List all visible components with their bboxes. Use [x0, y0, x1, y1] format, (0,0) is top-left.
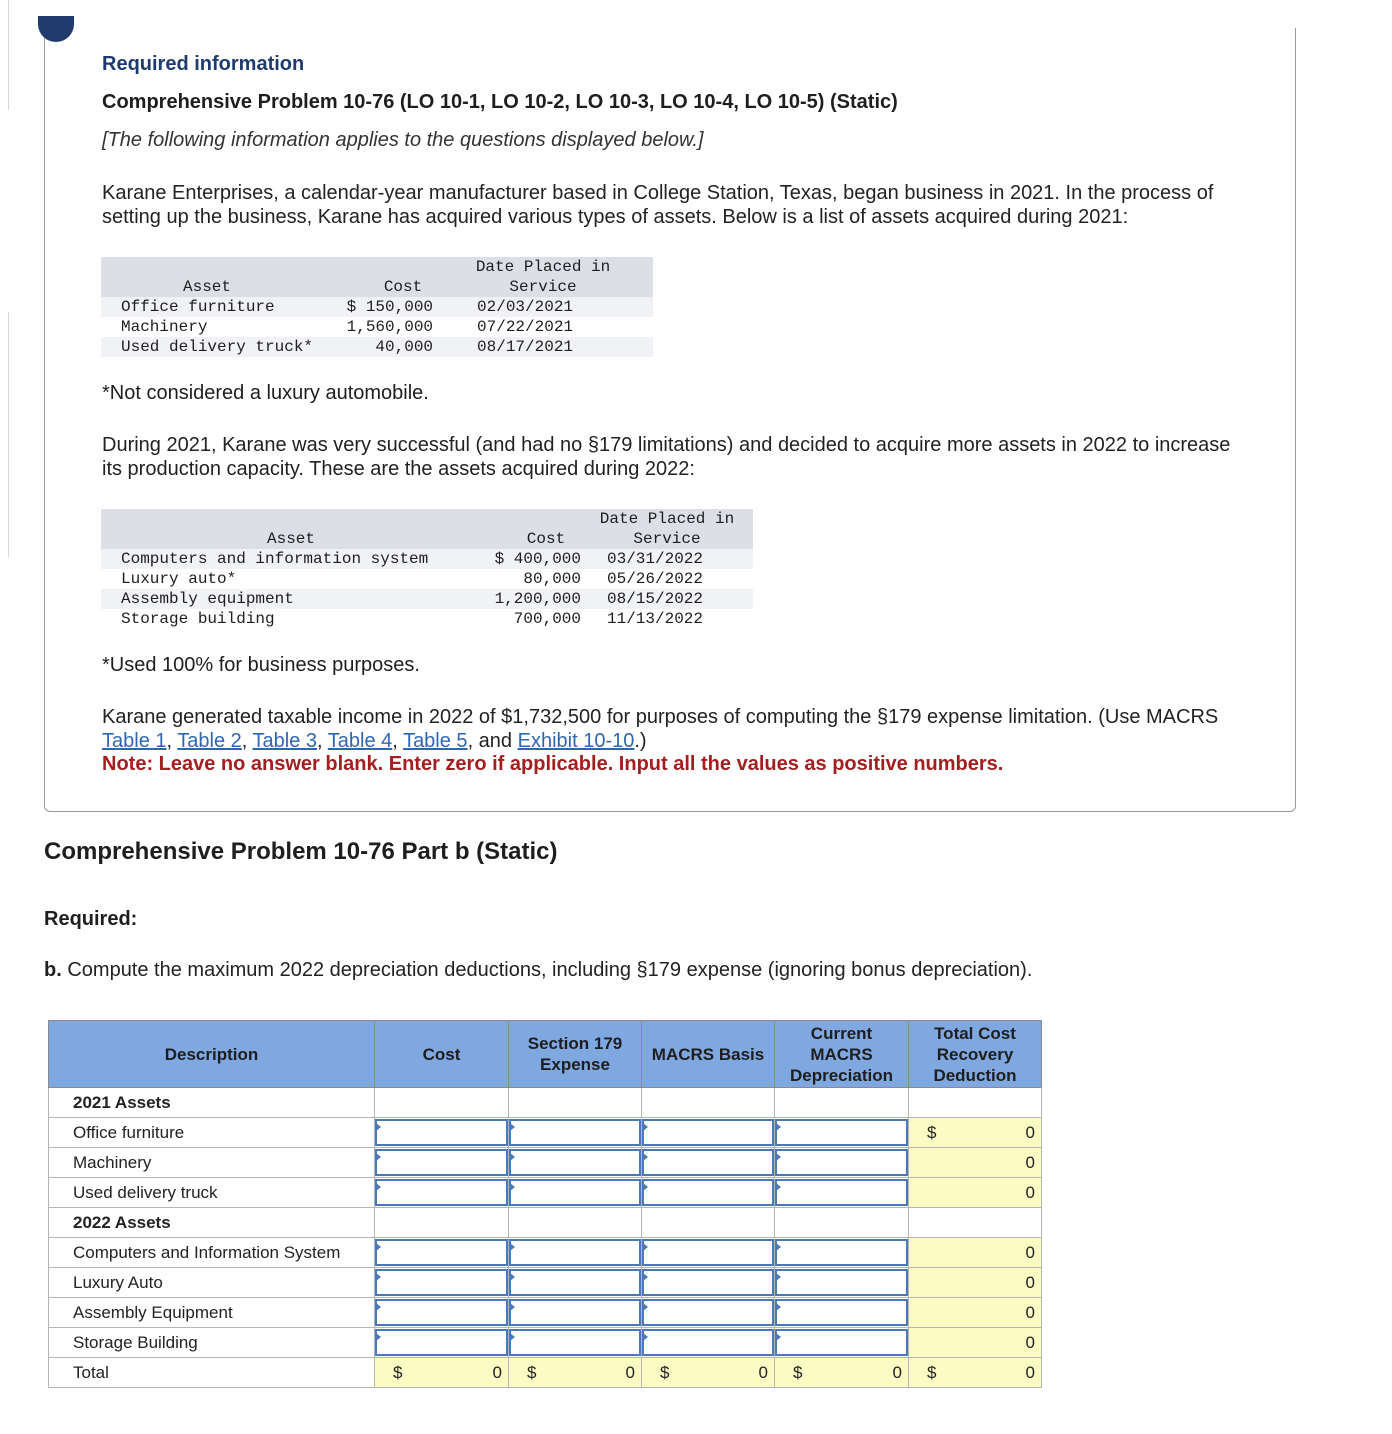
section-179-input[interactable] [509, 1119, 641, 1146]
row-description: Used delivery truck [49, 1178, 375, 1208]
currency-symbol: $ [660, 1362, 670, 1382]
assets-2021-table [101, 257, 653, 357]
total-value: 0 [1025, 1152, 1035, 1172]
footnote-2022: *Used 100% for business purposes. [102, 654, 420, 676]
row-description: Luxury Auto [49, 1268, 375, 1298]
asset-date: 02/03/2021 [433, 297, 653, 317]
section-179-input[interactable] [509, 1149, 641, 1176]
left-gutter-divider [0, 0, 9, 110]
asset-name: Assembly equipment [101, 589, 481, 609]
macrs-basis-input[interactable] [642, 1329, 774, 1356]
asset-cost: 80,000 [523, 570, 581, 588]
currency-symbol: $ [393, 1362, 403, 1382]
separator: , [392, 730, 404, 752]
asset-cost: 1,200,000 [481, 589, 581, 609]
header-total-cost-recovery: Total Cost Recovery Deduction [909, 1021, 1042, 1088]
required-label: Required: [44, 908, 138, 930]
col-header-date-line1: Date Placed in [433, 257, 653, 277]
table-row [49, 1148, 1042, 1178]
section-row-2022 [49, 1208, 1042, 1238]
paragraph-2022: During 2021, Karane was very successful (and had no §179 limitations) and decided to acquire more assets in 2022 to increase its production capacity. These are the assets acquired during 2022: [102, 434, 1231, 480]
cost-input[interactable] [375, 1149, 508, 1176]
macrs-basis-input[interactable] [642, 1269, 774, 1296]
section-179-input[interactable] [509, 1239, 641, 1266]
assets-2022-table [101, 509, 753, 629]
link-table-5[interactable]: Table 5 [403, 730, 468, 752]
section-label-2021: 2021 Assets [49, 1088, 375, 1118]
total-value: 0 [1025, 1182, 1035, 1202]
asset-name: Luxury auto* [121, 570, 237, 588]
asset-cost: 1,560,000 [346, 318, 434, 336]
currency-symbol: $ [527, 1362, 537, 1382]
total-cost-recovery: 0 [1025, 1362, 1035, 1382]
asset-date: 07/22/2021 [477, 318, 574, 336]
required-info-heading: Required information [102, 53, 305, 75]
table-row [49, 1118, 1042, 1148]
row-description: Storage Building [49, 1328, 375, 1358]
link-table-3[interactable]: Table 3 [252, 730, 318, 752]
currency-symbol: $ [793, 1362, 803, 1382]
macrs-basis-input[interactable] [642, 1179, 774, 1206]
col-header-cost: Cost [313, 277, 433, 297]
section-179-input[interactable] [509, 1269, 641, 1296]
question-letter: b. [44, 959, 62, 981]
answer-note: Note: Leave no answer blank. Enter zero if applicable. Input all the values as positive numbers. [102, 753, 1004, 775]
row-description: Office furniture [49, 1118, 375, 1148]
cost-input[interactable] [375, 1239, 508, 1266]
cost-input[interactable] [375, 1269, 508, 1296]
header-macrs-basis: MACRS Basis [642, 1021, 775, 1088]
row-description: Machinery [49, 1148, 375, 1178]
separator: , [166, 730, 178, 752]
asset-cost: $ 150,000 [313, 297, 433, 317]
current-macrs-input[interactable] [775, 1329, 908, 1356]
total-section-179: 0 [625, 1362, 635, 1382]
current-macrs-input[interactable] [775, 1299, 908, 1326]
left-gutter-divider [0, 312, 9, 557]
col-header-asset: Asset [101, 529, 481, 549]
current-macrs-input[interactable] [775, 1239, 908, 1266]
part-title: Comprehensive Problem 10-76 Part b (Static) [44, 838, 558, 865]
currency-symbol: $ [927, 1122, 937, 1142]
asset-date: 11/13/2022 [606, 610, 703, 628]
macrs-basis-input[interactable] [642, 1299, 774, 1326]
link-table-1[interactable]: Table 1 [102, 730, 167, 752]
cost-input[interactable] [375, 1299, 508, 1326]
current-macrs-input[interactable] [775, 1149, 908, 1176]
intro-paragraph: Karane Enterprises, a calendar-year manufacturer based in College Station, Texas, began business in 2021. In the process of setting up the business, Karane has acquired various types of assets. Below is a list of assets acquired during 2021: [102, 182, 1214, 228]
footnote-2021: *Not considered a luxury automobile. [102, 382, 429, 404]
total-current-macrs: 0 [892, 1362, 902, 1382]
section-row-2021 [49, 1088, 1042, 1118]
closing-text: .) [634, 730, 647, 752]
col-header-date-line1: Date Placed in [581, 509, 753, 529]
total-value: 0 [1025, 1272, 1035, 1292]
applies-note: [The following information applies to the questions displayed below.] [102, 129, 704, 151]
asset-name: Machinery [121, 318, 208, 336]
table-row [49, 1328, 1042, 1358]
header-cost: Cost [375, 1021, 509, 1088]
header-section-179: Section 179 Expense [509, 1021, 642, 1088]
link-exhibit-10-10[interactable]: Exhibit 10-10 [517, 730, 635, 752]
table-row [49, 1268, 1042, 1298]
total-value: 0 [1025, 1332, 1035, 1352]
asset-date: 08/17/2021 [433, 337, 653, 357]
current-macrs-input[interactable] [775, 1119, 908, 1146]
asset-name: Computers and information system [101, 549, 481, 569]
asset-cost: $ 400,000 [481, 549, 581, 569]
macrs-basis-input[interactable] [642, 1239, 774, 1266]
asset-cost: 700,000 [513, 610, 581, 628]
header-description: Description [49, 1021, 375, 1088]
total-value: 0 [1025, 1122, 1035, 1142]
asset-name: Storage building [121, 610, 275, 628]
income-paragraph [102, 705, 1242, 753]
total-label: Total [49, 1358, 375, 1388]
row-description: Computers and Information System [49, 1238, 375, 1268]
total-value: 0 [1025, 1242, 1035, 1262]
table-row [49, 1298, 1042, 1328]
separator: , [317, 730, 328, 752]
col-header-cost: Cost [481, 529, 581, 549]
link-table-4[interactable]: Table 4 [327, 730, 393, 752]
header-current-macrs: Current MACRS Depreciation [775, 1021, 909, 1088]
asset-name: Office furniture [101, 297, 313, 317]
separator: , and [467, 730, 518, 752]
macrs-basis-input[interactable] [642, 1119, 774, 1146]
problem-title: Comprehensive Problem 10-76 (LO 10-1, LO 10-2, LO 10-3, LO 10-4, LO 10-5) (Static) [102, 91, 898, 113]
asset-date: 08/15/2022 [581, 589, 753, 609]
section-179-input[interactable] [509, 1299, 641, 1326]
total-macrs-basis: 0 [758, 1362, 768, 1382]
question-body: Compute the maximum 2022 depreciation deductions, including §179 expense (ignoring bonus depreciation). [61, 959, 1033, 981]
total-cost: 0 [492, 1362, 502, 1382]
cost-input[interactable] [375, 1119, 508, 1146]
macrs-basis-input[interactable] [642, 1149, 774, 1176]
col-header-asset: Asset [101, 277, 313, 297]
separator: , [241, 730, 253, 752]
asset-name: Used delivery truck* [101, 337, 313, 357]
current-macrs-input[interactable] [775, 1179, 908, 1206]
total-row [49, 1358, 1042, 1388]
depreciation-answer-table [48, 1020, 1042, 1388]
col-header-date-line2: Service [581, 529, 753, 549]
total-value: 0 [1025, 1302, 1035, 1322]
table-row [49, 1178, 1042, 1208]
row-description: Assembly Equipment [49, 1298, 375, 1328]
asset-cost: 40,000 [313, 337, 433, 357]
income-text: Karane generated taxable income in 2022 of $1,732,500 for purposes of computing the §179 expense limitation. (Use MACRS [102, 706, 1219, 728]
section-179-input[interactable] [509, 1329, 641, 1356]
cost-input[interactable] [375, 1179, 508, 1206]
section-179-input[interactable] [509, 1179, 641, 1206]
current-macrs-input[interactable] [775, 1269, 908, 1296]
table-row [49, 1238, 1042, 1268]
link-table-2[interactable]: Table 2 [177, 730, 242, 752]
section-label-2022: 2022 Assets [49, 1208, 375, 1238]
asset-date: 03/31/2022 [581, 549, 753, 569]
question-text [44, 959, 1032, 982]
cost-input[interactable] [375, 1329, 508, 1356]
col-header-date-line2: Service [433, 277, 653, 297]
currency-symbol: $ [927, 1362, 937, 1382]
asset-date: 05/26/2022 [606, 570, 703, 588]
